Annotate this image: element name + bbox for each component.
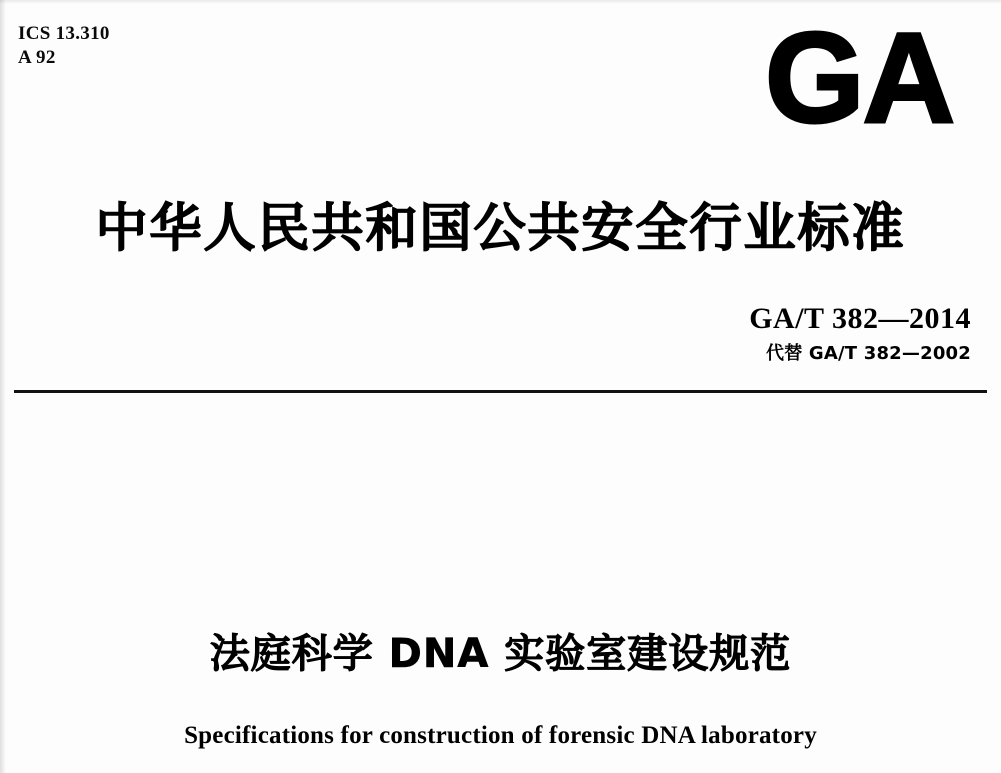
document-title-cn: 法庭科学 DNA 实验室建设规范 xyxy=(209,631,792,677)
standard-number: GA/T 382—2014 xyxy=(749,302,971,335)
document-title-en: Specifications for construction of forensic DNA laboratory xyxy=(184,722,817,749)
standard-series-title: 中华人民共和国公共安全行业标准 xyxy=(95,199,906,259)
classification-code: A 92 xyxy=(18,46,56,68)
ics-classification-block xyxy=(18,22,110,70)
standard-number-block xyxy=(749,302,971,365)
scan-edge-artifact-top xyxy=(0,0,1001,4)
standard-replaces: 代替 GA/T 382—2002 xyxy=(766,343,971,364)
horizontal-divider xyxy=(14,390,987,393)
ga-logo: GA xyxy=(765,7,953,150)
ics-code: ICS 13.310 xyxy=(18,23,110,44)
